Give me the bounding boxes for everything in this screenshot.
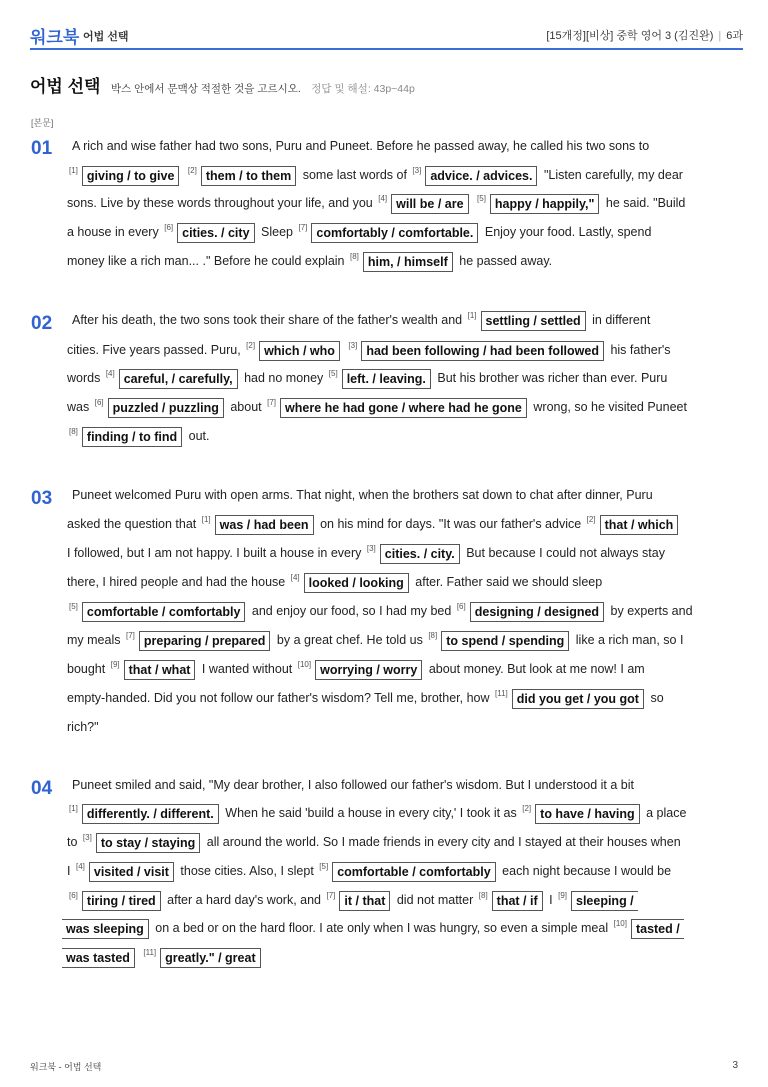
choice-box[interactable]: did you get / you got: [512, 689, 644, 709]
choice-box[interactable]: cities. / city: [177, 223, 254, 243]
blank-number: [1]: [69, 166, 78, 175]
text-line: [67, 802, 686, 824]
choice-box[interactable]: settling / settled: [481, 311, 586, 331]
text: words: [67, 371, 101, 385]
main-text-label: [본문]: [31, 118, 54, 128]
choice-box[interactable]: happy / happily,": [490, 194, 599, 214]
page-header: [30, 20, 743, 50]
blank-number: [4]: [290, 573, 300, 582]
choice-box[interactable]: looked / looking: [304, 573, 409, 593]
blank-number: [1]: [467, 311, 477, 320]
header-divider: |: [718, 30, 722, 42]
text: had no money: [244, 371, 324, 385]
text: I: [67, 864, 71, 878]
text-line: [72, 484, 653, 506]
choice-box[interactable]: advice. / advices.: [425, 166, 537, 186]
blank-number: [4]: [75, 862, 85, 871]
text: a place: [646, 806, 687, 820]
blank-number: [3]: [348, 341, 358, 350]
blank-number: [7]: [298, 223, 308, 232]
blank-number: [8]: [349, 252, 359, 261]
choice-box[interactable]: greatly." / great: [160, 948, 260, 968]
blank-number: [2]: [246, 341, 256, 350]
text-line: [67, 542, 665, 564]
blank-number: [6]: [94, 398, 104, 407]
text: those cities. Also, I slept: [180, 864, 314, 878]
blank-number: [7]: [267, 398, 277, 407]
blank-number: [8]: [478, 891, 488, 900]
choice-box[interactable]: visited / visit: [89, 862, 174, 882]
text: I: [549, 893, 553, 907]
text: After his death, the two sons took their share of the father's wealth and: [72, 313, 463, 327]
text-line: [67, 164, 683, 186]
choice-box[interactable]: preparing / prepared: [139, 631, 271, 651]
brand-subtitle: 어법 선택: [83, 31, 129, 43]
blank-number: [4]: [105, 369, 115, 378]
text: in different: [592, 313, 651, 327]
choice-box[interactable]: was sleeping: [62, 919, 149, 939]
blank-number: [8]: [69, 427, 78, 436]
text: money like a rich man... ." Before he could explain: [67, 254, 345, 268]
choice-box[interactable]: had been following / had been followed: [361, 341, 604, 361]
text: about: [230, 400, 262, 414]
section-number: 04: [31, 778, 53, 799]
blank-number: [6]: [456, 602, 466, 611]
answer-reference: 정답 및 해설: 43p~44p: [311, 83, 415, 95]
text: cities. Five years passed. Puru,: [67, 343, 241, 357]
text-line: [72, 309, 650, 331]
choice-box[interactable]: it / that: [339, 891, 390, 911]
text: like a rich man, so I: [575, 633, 684, 647]
instruction-text: 박스 안에서 문맥상 적절한 것을 고르시오.: [110, 83, 301, 95]
blank-number: [5]: [319, 862, 329, 871]
text: bought: [67, 662, 106, 676]
text-line: [67, 513, 681, 535]
choice-box[interactable]: that / which: [600, 515, 679, 535]
blank-number: [4]: [378, 194, 388, 203]
text-line: [67, 860, 671, 882]
choice-box[interactable]: him, / himself: [363, 252, 453, 272]
blank-number: [9]: [110, 660, 120, 669]
text: asked the question that: [67, 517, 197, 531]
text: did not matter: [396, 893, 474, 907]
text: each night because I would be: [502, 864, 672, 878]
blank-number: [8]: [428, 631, 438, 640]
text-line: [67, 889, 641, 911]
blank-number: [2]: [522, 804, 532, 813]
text-line: [67, 396, 687, 418]
text: A rich and wise father had two sons, Puru and Puneet. Before he passed away, he called his two sons to: [72, 139, 650, 153]
text: by a great chef. He told us: [276, 633, 423, 647]
blank-number: [11]: [495, 689, 508, 698]
text: empty-handed. Did you not follow our father's wisdom? Tell me, brother, how: [67, 691, 490, 705]
text: he said. "Build: [605, 196, 686, 210]
text: his father's: [610, 343, 671, 357]
section-number: 01: [31, 138, 53, 159]
text-line: [67, 716, 99, 738]
text: there, I hired people and had the house: [67, 575, 286, 589]
blank-number: [9]: [558, 891, 567, 900]
blank-number: [6]: [69, 891, 78, 900]
blank-number: [10]: [297, 660, 312, 669]
text: Sleep: [261, 225, 293, 239]
text: wrong, so he visited Puneet: [533, 400, 687, 414]
text-line: [67, 221, 651, 243]
text: I wanted without: [201, 662, 293, 676]
blank-number: [5]: [328, 369, 338, 378]
text: after a hard day's work, and: [167, 893, 321, 907]
text-line: [72, 774, 634, 796]
choice-box[interactable]: left. / leaving.: [342, 369, 431, 389]
brand-title: 워크북: [30, 28, 80, 47]
text-line: [67, 629, 683, 651]
choice-box[interactable]: that / what: [124, 660, 196, 680]
text: out.: [188, 429, 210, 443]
choice-box[interactable]: was tasted: [62, 948, 135, 968]
text-line: [72, 135, 649, 157]
text: to: [67, 835, 78, 849]
section-number: 03: [31, 488, 53, 509]
text: my meals: [67, 633, 121, 647]
text: on a bed or on the hard floor. I ate only when I was hungry, so even a simple meal: [155, 921, 609, 935]
text: When he said 'build a house in every city,' I took it as: [225, 806, 517, 820]
choice-box[interactable]: designing / designed: [470, 602, 604, 622]
section-number: 02: [31, 313, 53, 334]
choice-box[interactable]: puzzled / puzzling: [108, 398, 224, 418]
page-number: 3: [732, 1060, 738, 1071]
text: But his brother was richer than ever. Puru: [437, 371, 668, 385]
choice-box[interactable]: to stay / staying: [96, 833, 200, 853]
text: I followed, but I am not happy. I built a house in every: [67, 546, 362, 560]
text: on his mind for days. "It was our father's advice: [320, 517, 582, 531]
blank-number: [5]: [477, 194, 486, 203]
text: But because I could not always stay: [466, 546, 665, 560]
text: after. Father said we should sleep: [415, 575, 603, 589]
choice-box[interactable]: sleeping /: [571, 891, 638, 911]
blank-number: [6]: [164, 223, 174, 232]
choice-box[interactable]: comfortable / comfortably: [82, 602, 246, 622]
text: so: [650, 691, 664, 705]
choice-box[interactable]: will be / are: [391, 194, 468, 214]
text-line: [67, 425, 210, 447]
blank-number: [7]: [326, 891, 336, 900]
text: some last words of: [302, 168, 407, 182]
text-line: [67, 571, 602, 593]
text: "Listen carefully, my dear: [543, 168, 683, 182]
choice-box[interactable]: cities. / city.: [380, 544, 460, 564]
title-row: [30, 72, 743, 96]
footer-label: 워크북 - 어법 선택: [30, 1062, 102, 1072]
choice-box[interactable]: where he had gone / where had he gone: [280, 398, 527, 418]
choice-box[interactable]: tasted /: [631, 919, 684, 939]
text-line: [67, 339, 671, 361]
choice-box[interactable]: to have / having: [535, 804, 639, 824]
text: Puneet smiled and said, "My dear brother, I also followed our father's wisdom. But I understood it a bit: [72, 778, 634, 792]
blank-number: [3]: [366, 544, 376, 553]
choice-box[interactable]: comfortably / comfortable.: [311, 223, 478, 243]
text: sons. Live by these words throughout your life, and you: [67, 196, 373, 210]
choice-box[interactable]: which / who: [259, 341, 340, 361]
text-line: [62, 946, 264, 968]
text: about money. But look at me now! I am: [428, 662, 645, 676]
blank-number: [10]: [613, 919, 627, 928]
choice-box[interactable]: giving / to give: [82, 166, 180, 186]
blank-number: [5]: [69, 602, 78, 611]
blank-number: [3]: [412, 166, 422, 175]
text-line: [67, 367, 667, 389]
choice-box[interactable]: differently. / different.: [82, 804, 219, 824]
blank-number: [7]: [125, 631, 135, 640]
text-line: [67, 192, 685, 214]
text-line: [67, 250, 552, 272]
choice-box[interactable]: to spend / spending: [441, 631, 569, 651]
blank-number: [3]: [82, 833, 92, 842]
choice-box[interactable]: comfortable / comfortably: [332, 862, 496, 882]
choice-box[interactable]: worrying / worry: [315, 660, 422, 680]
course-name: [15개정][비상] 중학 영어 3 (김진완): [546, 30, 714, 42]
page-title: 어법 선택: [30, 77, 101, 96]
course-info: [546, 27, 743, 43]
blank-number: [1]: [69, 804, 78, 813]
choice-box[interactable]: careful, / carefully,: [119, 369, 238, 389]
choice-box[interactable]: them / to them: [201, 166, 296, 186]
blank-number: [11]: [143, 948, 157, 957]
choice-box[interactable]: finding / to find: [82, 427, 182, 447]
blank-number: [2]: [187, 166, 197, 175]
text-line: [67, 687, 664, 709]
text: a house in every: [67, 225, 159, 239]
text-line: [67, 831, 681, 853]
text: he passed away.: [459, 254, 553, 268]
text: Puneet welcomed Puru with open arms. That night, when the brothers sat down to chat after dinner, Puru: [72, 488, 653, 502]
text: and enjoy our food, so I had my bed: [251, 604, 452, 618]
blank-number: [1]: [201, 515, 211, 524]
choice-box[interactable]: tiring / tired: [82, 891, 161, 911]
choice-box[interactable]: was / had been: [215, 515, 314, 535]
text-line: [62, 917, 687, 939]
text: all around the world. So I made friends in every city and I stayed at their houses when: [206, 835, 681, 849]
text: Enjoy your food. Lastly, spend: [484, 225, 652, 239]
blank-number: [2]: [586, 515, 596, 524]
text: rich?": [67, 720, 99, 734]
text: by experts and: [610, 604, 693, 618]
text-line: [67, 658, 645, 680]
text: was: [67, 400, 90, 414]
choice-box[interactable]: that / if: [492, 891, 543, 911]
lesson-number: 6과: [726, 30, 743, 42]
text-line: [67, 600, 693, 622]
